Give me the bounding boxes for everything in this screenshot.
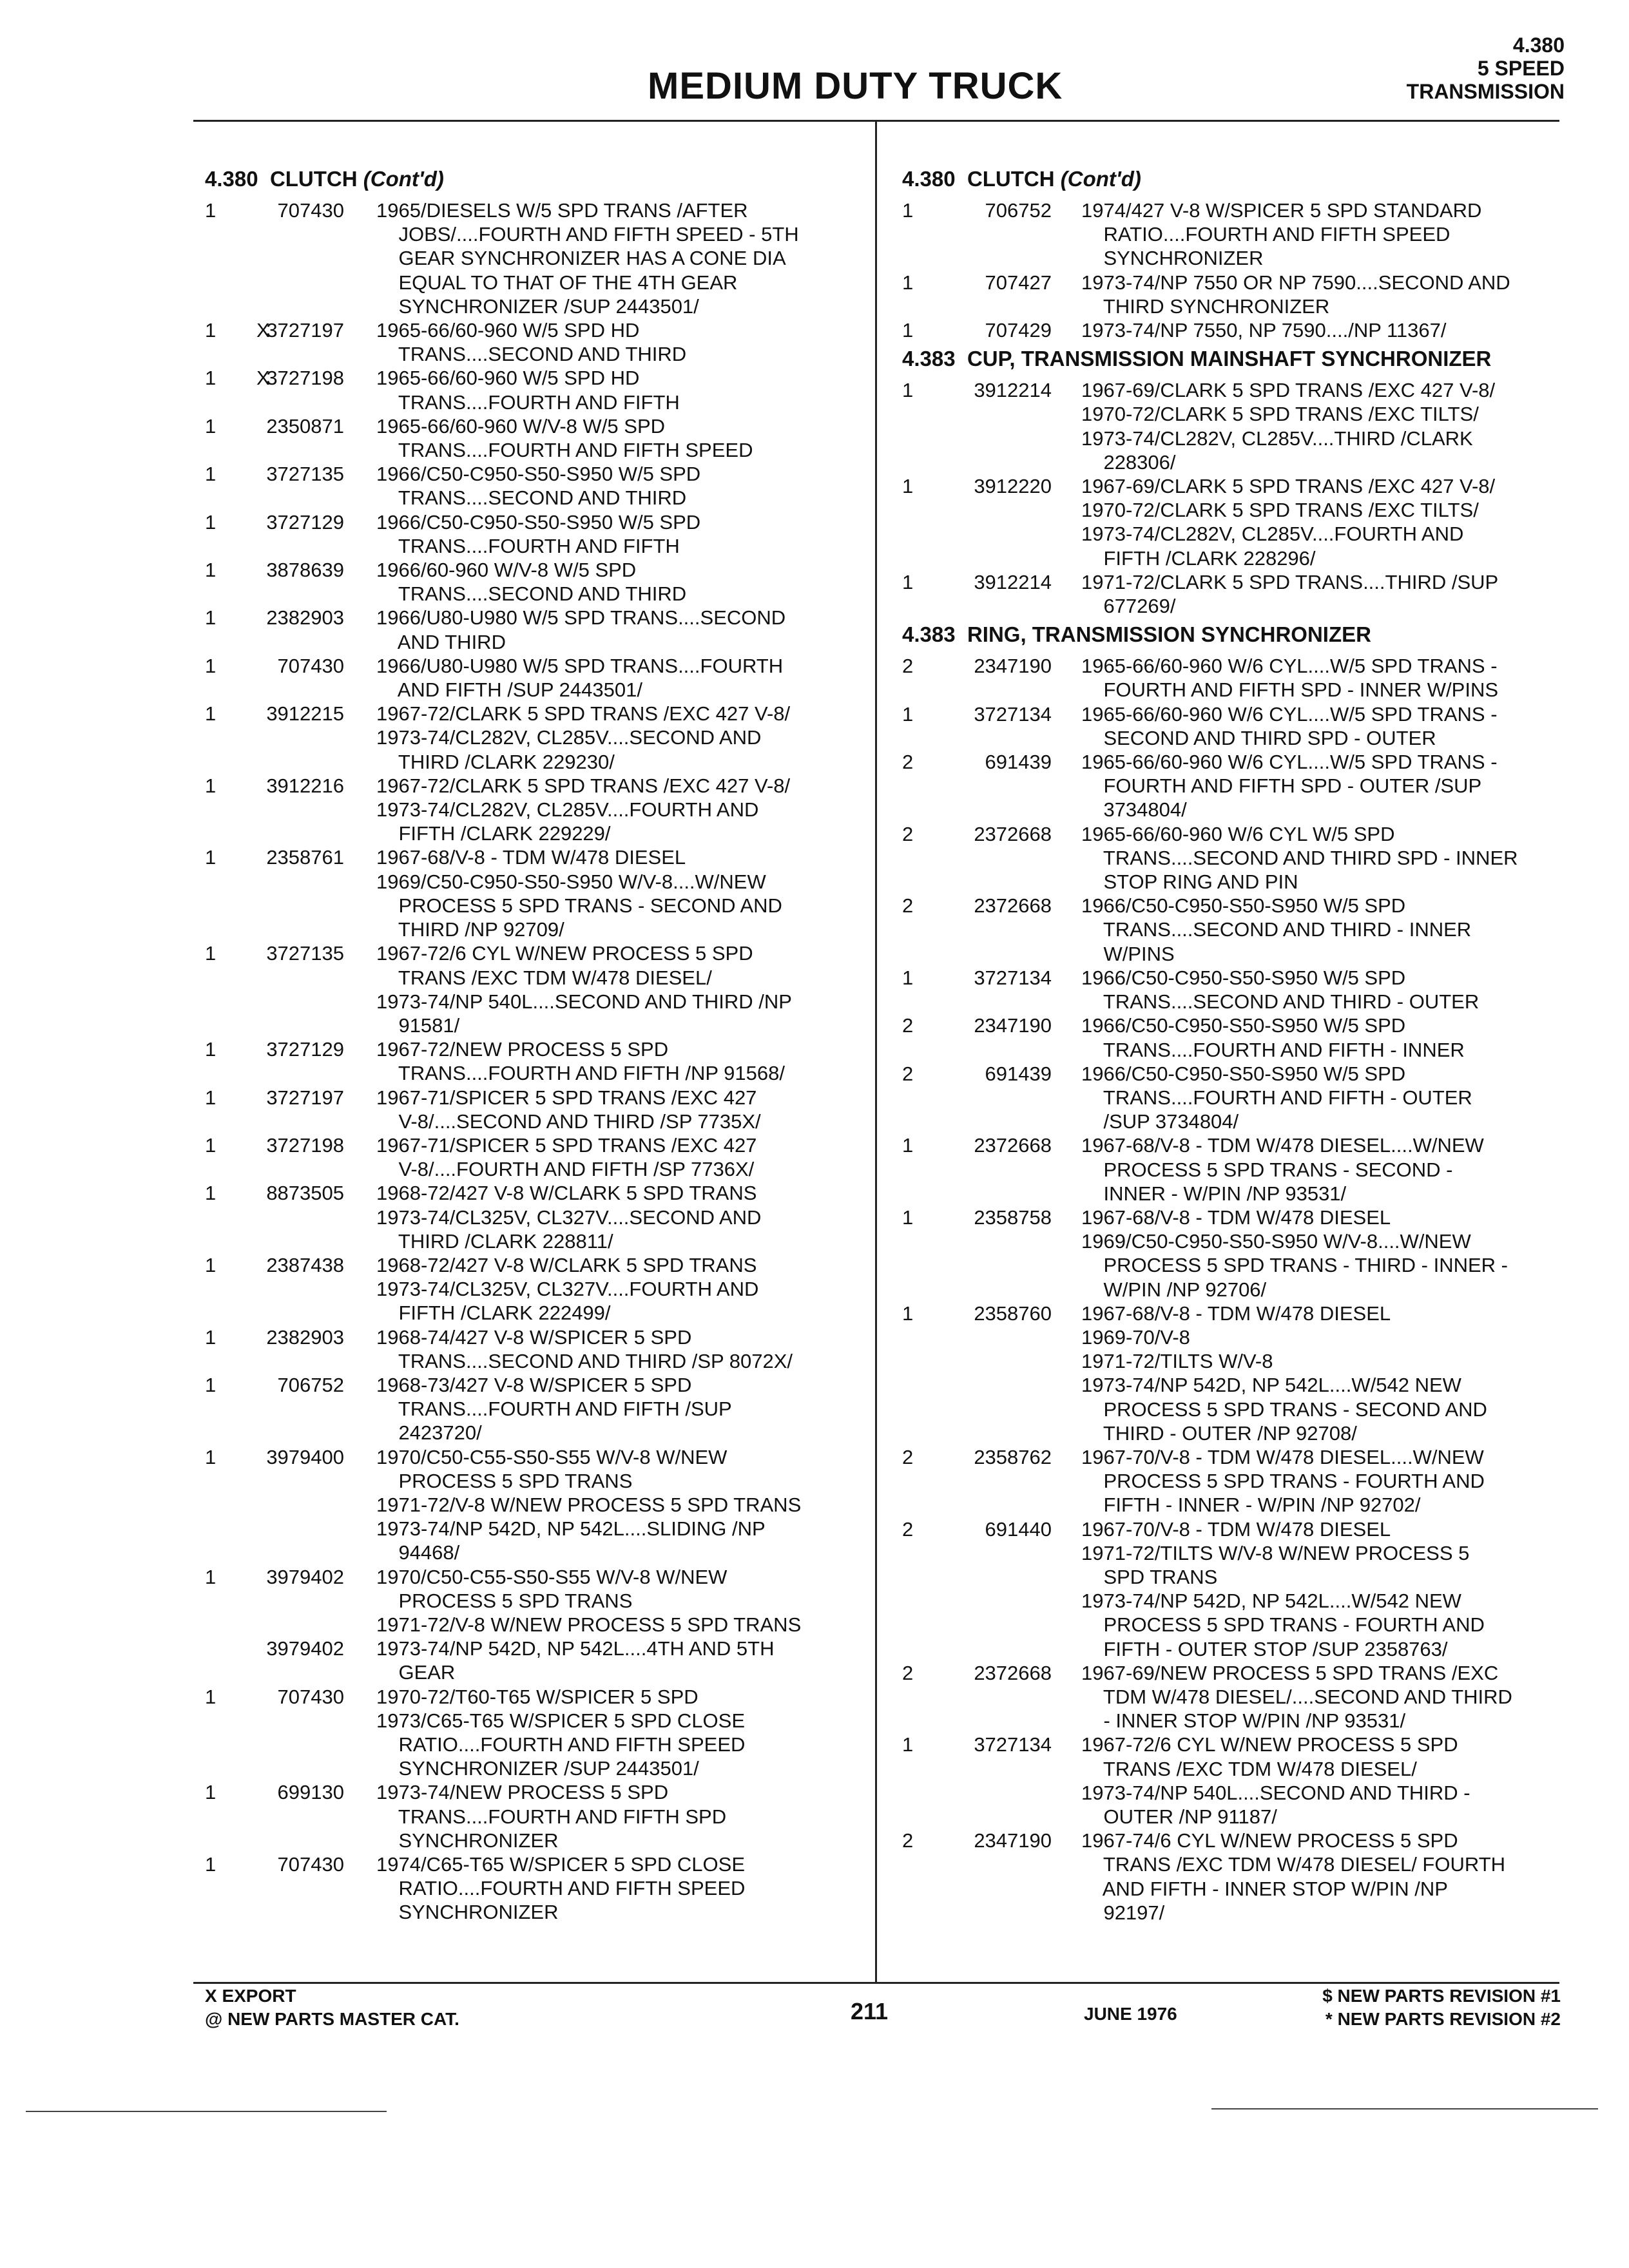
part-row xyxy=(205,1637,869,1684)
part-number: 707430 xyxy=(277,199,344,222)
part-description: 1967-72/CLARK 5 SPD TRANS /EXC 427 V-8/ 1973-74/CL282V, CL285V....FOURTH AND FIFTH /CLARK 229229/ xyxy=(376,774,791,845)
part-row xyxy=(205,606,869,653)
part-quantity: 1 xyxy=(205,367,217,390)
parts-list xyxy=(902,654,1553,1925)
part-number: 2387438 xyxy=(266,1253,344,1276)
part-row xyxy=(902,750,1553,822)
parts-list xyxy=(902,198,1553,342)
column-divider xyxy=(875,121,877,1982)
part-row xyxy=(205,510,869,558)
part-number: 691439 xyxy=(985,1062,1052,1085)
part-description: 1970/C50-C55-S50-S55 W/V-8 W/NEW PROCESS 5 SPD TRANS 1971-72/V-8 W/NEW PROCESS 5 SPD TRANS xyxy=(376,1565,802,1636)
part-number: 2358758 xyxy=(974,1206,1052,1229)
part-description: 1967-68/V-8 - TDM W/478 DIESEL 1969-70/V-8 1971-72/TILTS W/V-8 1973-74/NP 542D, NP 542L....W/542 NEW PROCESS 5 SPD TRANS - SECOND AND THIRD - OUTER /NP 92708/ xyxy=(1081,1302,1487,1445)
part-row xyxy=(205,1253,869,1325)
part-quantity: 1 xyxy=(205,1086,217,1109)
part-quantity: 1 xyxy=(205,1253,217,1276)
part-description: 1966/60-960 W/V-8 W/5 SPD TRANS....SECOND AND THIRD xyxy=(376,559,687,606)
part-row xyxy=(205,1133,869,1181)
part-quantity: 1 xyxy=(902,271,914,294)
part-description: 1965-66/60-960 W/5 SPD HD TRANS....FOURTH AND FIFTH xyxy=(376,367,680,414)
part-quantity: 1 xyxy=(205,319,217,342)
footer-legend-right xyxy=(1322,1984,1561,2031)
part-row xyxy=(205,702,869,774)
part-number: 3727134 xyxy=(974,1733,1052,1756)
section-heading xyxy=(902,166,1553,195)
page-title: MEDIUM DUTY TRUCK xyxy=(648,65,1063,107)
part-row xyxy=(902,1062,1553,1134)
part-quantity: 1 xyxy=(902,199,914,222)
part-number: 691439 xyxy=(985,751,1052,774)
part-quantity: 2 xyxy=(902,1062,914,1085)
part-quantity: 1 xyxy=(205,1445,217,1468)
part-quantity: 1 xyxy=(205,942,217,965)
header-section-block xyxy=(1407,34,1565,103)
part-number: 2372668 xyxy=(974,822,1052,845)
part-quantity: 1 xyxy=(205,1685,217,1708)
part-number: 707427 xyxy=(985,271,1052,294)
part-quantity: 1 xyxy=(205,1038,217,1061)
part-row xyxy=(902,1661,1553,1733)
part-number: 2347190 xyxy=(974,1829,1052,1852)
section-continued: (Cont'd) xyxy=(1060,167,1141,191)
part-row xyxy=(205,462,869,510)
parts-list xyxy=(902,378,1553,618)
part-quantity: 2 xyxy=(902,1445,914,1468)
part-description: 1965-66/60-960 W/6 CYL W/5 SPD TRANS....SECOND AND THIRD SPD - INNER STOP RING AND PIN xyxy=(1081,822,1518,894)
part-description: 1968-72/427 V-8 W/CLARK 5 SPD TRANS 1973-74/CL325V, CL327V....FOURTH AND FIFTH /CLARK 222499/ xyxy=(376,1253,759,1325)
part-number: 2347190 xyxy=(974,655,1052,678)
part-row xyxy=(902,1445,1553,1517)
part-quantity: 2 xyxy=(902,1661,914,1684)
part-description: 1967-70/V-8 - TDM W/478 DIESEL 1971-72/TILTS W/V-8 W/NEW PROCESS 5 SPD TRANS 1973-74/NP 542D, NP 542L....W/542 NEW PROCESS 5 SPD TRANS - FOURTH AND FIFTH - OUTER STOP /SUP 2358763/ xyxy=(1081,1517,1485,1660)
part-number: 8873505 xyxy=(266,1182,344,1205)
part-number: 699130 xyxy=(277,1781,344,1804)
part-quantity: 1 xyxy=(205,1133,217,1157)
part-quantity: 1 xyxy=(205,774,217,797)
part-quantity: 1 xyxy=(902,1302,914,1325)
part-quantity: 1 xyxy=(902,1134,914,1157)
part-quantity: 1 xyxy=(205,654,217,677)
section-name: CLUTCH xyxy=(967,167,1055,191)
part-description: 1973-74/NP 7550, NP 7590..../NP 11367/ xyxy=(1081,319,1447,342)
part-row xyxy=(902,1206,1553,1302)
part-description: 1966/U80-U980 W/5 SPD TRANS....FOURTH AND FIFTH /SUP 2443501/ xyxy=(376,654,784,702)
part-number: 2350871 xyxy=(266,414,344,437)
section-code: 4.380 xyxy=(902,167,956,191)
part-number: 706752 xyxy=(277,1373,344,1396)
part-row xyxy=(205,941,869,1037)
part-quantity: 1 xyxy=(205,1325,217,1349)
part-number: 707430 xyxy=(277,1853,344,1876)
part-number: 3727197 xyxy=(266,1086,344,1109)
section-code: 4.380 xyxy=(205,167,258,191)
part-description: 1974/427 V-8 W/SPICER 5 SPD STANDARD RATIO....FOURTH AND FIFTH SPEED SYNCHRONIZER xyxy=(1081,199,1482,270)
part-number: 3912216 xyxy=(266,774,344,797)
section-heading xyxy=(902,346,1553,374)
part-number: 3727197 xyxy=(266,319,344,342)
part-description: 1973-74/NP 542D, NP 542L....4TH AND 5TH GEAR xyxy=(376,1637,775,1684)
part-description: 1967-72/6 CYL W/NEW PROCESS 5 SPD TRANS /EXC TDM W/478 DIESEL/ 1973-74/NP 540L....SECOND AND THIRD /NP 91581/ xyxy=(376,942,792,1037)
section-name: RING, TRANSMISSION SYNCHRONIZER xyxy=(967,622,1371,647)
right-column xyxy=(902,166,1553,1925)
part-number: 2347190 xyxy=(974,1014,1052,1037)
part-row xyxy=(902,1014,1553,1061)
part-row xyxy=(902,1733,1553,1829)
part-quantity: 1 xyxy=(902,319,914,342)
part-row xyxy=(902,1133,1553,1206)
left-column xyxy=(205,166,869,1925)
part-description: 1967-72/CLARK 5 SPD TRANS /EXC 427 V-8/ 1973-74/CL282V, CL285V....SECOND AND THIRD /CLARK 229230/ xyxy=(376,702,791,773)
section-name: CLUTCH xyxy=(269,167,358,191)
part-description: 1966/C50-C950-S50-S950 W/5 SPD TRANS....SECOND AND THIRD xyxy=(376,463,701,510)
part-description: 1967-71/SPICER 5 SPD TRANS /EXC 427 V-8/....FOURTH AND FIFTH /SP 7736X/ xyxy=(376,1133,757,1181)
part-description: 1966/C50-C950-S50-S950 W/5 SPD TRANS....FOURTH AND FIFTH - INNER xyxy=(1081,1014,1465,1061)
part-description: 1967-72/NEW PROCESS 5 SPD TRANS....FOURTH AND FIFTH /NP 91568/ xyxy=(376,1038,785,1085)
scan-mark-line xyxy=(26,2111,387,2112)
part-row xyxy=(205,845,869,941)
part-description: 1970-72/T60-T65 W/SPICER 5 SPD 1973/C65-T65 W/SPICER 5 SPD CLOSE RATIO....FOURTH AND FIFTH SPEED SYNCHRONIZER /SUP 2443501/ xyxy=(376,1685,746,1780)
section-name: CUP, TRANSMISSION MAINSHAFT SYNCHRONIZER xyxy=(967,347,1492,371)
part-row xyxy=(902,271,1553,318)
part-row xyxy=(902,1829,1553,1925)
part-row xyxy=(205,1852,869,1925)
part-description: 1965-66/60-960 W/6 CYL....W/5 SPD TRANS - SECOND AND THIRD SPD - OUTER xyxy=(1081,702,1498,749)
part-row xyxy=(902,654,1553,702)
part-quantity: 1 xyxy=(205,414,217,437)
part-description: 1973-74/NP 7550 OR NP 7590....SECOND AND THIRD SYNCHRONIZER xyxy=(1081,271,1510,318)
part-quantity: 1 xyxy=(902,475,914,498)
part-description: 1967-68/V-8 - TDM W/478 DIESEL....W/NEW PROCESS 5 SPD TRANS - SECOND - INNER - W/PIN /NP 93531/ xyxy=(1081,1134,1484,1205)
part-number: 3912215 xyxy=(266,702,344,726)
part-row xyxy=(902,378,1553,474)
part-number: 3727129 xyxy=(266,510,344,533)
part-row xyxy=(205,1445,869,1565)
part-row xyxy=(902,1302,1553,1445)
section-code: 4.383 xyxy=(902,347,956,371)
part-number: 2382903 xyxy=(266,1325,344,1349)
part-description: 1966/U80-U980 W/5 SPD TRANS....SECOND AND THIRD xyxy=(376,606,786,653)
header-section-number: 4.380 xyxy=(1512,34,1565,57)
part-quantity: 1 xyxy=(205,1182,217,1205)
part-number: 2358761 xyxy=(266,846,344,869)
part-row xyxy=(902,198,1553,271)
part-description: 1967-69/CLARK 5 SPD TRANS /EXC 427 V-8/ 1970-72/CLARK 5 SPD TRANS /EXC TILTS/ 1973-74/CL282V, CL285V....THIRD /CLARK 228306/ xyxy=(1081,379,1496,474)
part-quantity: 1 xyxy=(205,1565,217,1588)
part-quantity: 2 xyxy=(902,1829,914,1852)
part-description: 1967-70/V-8 - TDM W/478 DIESEL....W/NEW PROCESS 5 SPD TRANS - FOURTH AND FIFTH - INNER - W/PIN /NP 92702/ xyxy=(1081,1445,1485,1517)
part-number: 706752 xyxy=(985,199,1052,222)
part-description: 1966/C50-C950-S50-S950 W/5 SPD TRANS....SECOND AND THIRD - OUTER xyxy=(1081,966,1480,1014)
footer-revision-1: $ NEW PARTS REVISION #1 xyxy=(1322,1986,1561,2006)
part-number: 707430 xyxy=(277,654,344,677)
part-description: 1965/DIESELS W/5 SPD TRANS /AFTER JOBS/....FOURTH AND FIFTH SPEED - 5TH GEAR SYNCHRONIZER HAS A CONE DIA EQUAL TO THAT OF THE 4TH GEAR SYNCHRONIZER /SUP 2443501/ xyxy=(376,199,799,318)
part-number: 2358760 xyxy=(974,1302,1052,1325)
part-description: 1974/C65-T65 W/SPICER 5 SPD CLOSE RATIO....FOURTH AND FIFTH SPEED SYNCHRONIZER xyxy=(376,1853,746,1924)
part-row xyxy=(205,654,869,702)
part-row xyxy=(205,774,869,846)
part-number: 3727134 xyxy=(974,702,1052,726)
part-row xyxy=(205,1086,869,1133)
part-row xyxy=(205,1325,869,1373)
part-quantity: 1 xyxy=(902,1206,914,1229)
part-quantity: 2 xyxy=(902,1014,914,1037)
part-quantity: 1 xyxy=(902,570,914,593)
part-quantity: 1 xyxy=(205,1373,217,1396)
part-description: 1967-72/6 CYL W/NEW PROCESS 5 SPD TRANS /EXC TDM W/478 DIESEL/ 1973-74/NP 540L....SECOND AND THIRD - OUTER /NP 91187/ xyxy=(1081,1733,1470,1828)
part-description: 1968-74/427 V-8 W/SPICER 5 SPD TRANS....SECOND AND THIRD /SP 8072X/ xyxy=(376,1325,793,1372)
part-row xyxy=(902,318,1553,342)
part-row xyxy=(205,414,869,462)
part-quantity: 1 xyxy=(205,846,217,869)
export-flag: X xyxy=(256,367,270,390)
part-description: 1965-66/60-960 W/6 CYL....W/5 SPD TRANS - FOURTH AND FIFTH SPD - INNER W/PINS xyxy=(1081,655,1499,702)
part-description: 1966/C50-C950-S50-S950 W/5 SPD TRANS....FOURTH AND FIFTH - OUTER /SUP 3734804/ xyxy=(1081,1062,1472,1133)
part-description: 1970/C50-C55-S50-S55 W/V-8 W/NEW PROCESS 5 SPD TRANS 1971-72/V-8 W/NEW PROCESS 5 SPD TRANS 1973-74/NP 542D, NP 542L....SLIDING /NP 94468/ xyxy=(376,1445,802,1564)
part-description: 1968-73/427 V-8 W/SPICER 5 SPD TRANS....FOURTH AND FIFTH /SUP 2423720/ xyxy=(376,1373,732,1445)
section-code: 4.383 xyxy=(902,622,956,647)
header-subtitle-2: TRANSMISSION xyxy=(1406,80,1565,103)
parts-list xyxy=(205,198,869,1925)
part-row xyxy=(205,1685,869,1781)
part-number: 2358762 xyxy=(974,1445,1052,1468)
part-number: 691440 xyxy=(985,1517,1052,1541)
part-description: 1967-68/V-8 - TDM W/478 DIESEL 1969/C50-C950-S50-S950 W/V-8....W/NEW PROCESS 5 SPD TRANS - THIRD - INNER - W/PIN /NP 92706/ xyxy=(1081,1206,1509,1301)
part-row xyxy=(205,366,869,414)
part-number: 3979400 xyxy=(266,1445,344,1468)
part-description: 1967-69/NEW PROCESS 5 SPD TRANS /EXC TDM W/478 DIESEL/....SECOND AND THIRD - INNER STOP W/PIN /NP 93531/ xyxy=(1081,1661,1512,1733)
part-description: 1973-74/NEW PROCESS 5 SPD TRANS....FOURTH AND FIFTH SPD SYNCHRONIZER xyxy=(376,1781,727,1852)
publication-date: JUNE 1976 xyxy=(1084,2004,1177,2024)
part-description: 1967-74/6 CYL W/NEW PROCESS 5 SPD TRANS /EXC TDM W/478 DIESEL/ FOURTH AND FIFTH - INNER STOP W/PIN /NP 92197/ xyxy=(1081,1829,1506,1924)
part-row xyxy=(902,1517,1553,1661)
part-number: 3912214 xyxy=(974,570,1052,593)
part-description: 1965-66/60-960 W/6 CYL....W/5 SPD TRANS - FOURTH AND FIFTH SPD - OUTER /SUP 3734804/ xyxy=(1081,751,1498,822)
part-number: 3979402 xyxy=(266,1637,344,1660)
part-row xyxy=(205,318,869,366)
part-description: 1966/C50-C950-S50-S950 W/5 SPD TRANS....FOURTH AND FIFTH xyxy=(376,510,701,557)
part-number: 3727134 xyxy=(974,966,1052,989)
footer-master-cat-note: @ NEW PARTS MASTER CAT. xyxy=(205,2009,459,2029)
section-heading xyxy=(902,622,1553,650)
part-quantity: 1 xyxy=(205,559,217,582)
part-quantity: 1 xyxy=(205,510,217,533)
part-row xyxy=(205,558,869,606)
part-quantity: 1 xyxy=(205,702,217,726)
footer-legend-left xyxy=(205,1984,459,2031)
part-number: 707430 xyxy=(277,1685,344,1708)
part-number: 3912214 xyxy=(974,379,1052,402)
part-description: 1965-66/60-960 W/V-8 W/5 SPD TRANS....FOURTH AND FIFTH SPEED xyxy=(376,414,753,462)
part-description: 1965-66/60-960 W/5 SPD HD TRANS....SECOND AND THIRD xyxy=(376,319,687,366)
part-row xyxy=(902,966,1553,1014)
part-quantity: 1 xyxy=(205,1853,217,1876)
part-row xyxy=(902,822,1553,894)
part-number: 2382903 xyxy=(266,606,344,629)
part-number: 3727135 xyxy=(266,942,344,965)
part-row xyxy=(205,198,869,318)
part-row xyxy=(902,894,1553,966)
part-row xyxy=(205,1373,869,1445)
scan-mark-line xyxy=(1211,2108,1598,2109)
part-number: 2372668 xyxy=(974,1134,1052,1157)
part-number: 2372668 xyxy=(974,1661,1052,1684)
part-number: 3878639 xyxy=(266,559,344,582)
part-row xyxy=(205,1181,869,1253)
footer-export-note: X EXPORT xyxy=(205,1986,296,2006)
part-number: 3727198 xyxy=(266,1133,344,1157)
part-row xyxy=(205,1780,869,1852)
part-number: 2372668 xyxy=(974,894,1052,918)
part-description: 1967-68/V-8 - TDM W/478 DIESEL 1969/C50-C950-S50-S950 W/V-8....W/NEW PROCESS 5 SPD TRANS - SECOND AND THIRD /NP 92709/ xyxy=(376,846,782,941)
part-quantity: 1 xyxy=(902,379,914,402)
part-quantity: 1 xyxy=(205,606,217,629)
part-row xyxy=(902,702,1553,750)
footer-revision-2: * NEW PARTS REVISION #2 xyxy=(1325,2009,1561,2029)
part-row xyxy=(902,474,1553,570)
part-number: 707429 xyxy=(985,319,1052,342)
part-row xyxy=(902,570,1553,618)
part-number: 3727129 xyxy=(266,1038,344,1061)
part-quantity: 2 xyxy=(902,751,914,774)
part-quantity: 1 xyxy=(902,966,914,989)
part-quantity: 2 xyxy=(902,1517,914,1541)
part-description: 1966/C50-C950-S50-S950 W/5 SPD TRANS....SECOND AND THIRD - INNER W/PINS xyxy=(1081,894,1472,965)
part-quantity: 1 xyxy=(205,1781,217,1804)
export-flag: X xyxy=(256,319,270,342)
part-number: 3727135 xyxy=(266,463,344,486)
part-quantity: 2 xyxy=(902,822,914,845)
part-quantity: 1 xyxy=(205,463,217,486)
part-description: 1968-72/427 V-8 W/CLARK 5 SPD TRANS 1973-74/CL325V, CL327V....SECOND AND THIRD /CLARK 228811/ xyxy=(376,1182,762,1253)
part-quantity: 1 xyxy=(902,1733,914,1756)
part-quantity: 2 xyxy=(902,655,914,678)
part-number: 3912220 xyxy=(974,475,1052,498)
part-description: 1967-71/SPICER 5 SPD TRANS /EXC 427 V-8/....SECOND AND THIRD /SP 7735X/ xyxy=(376,1086,761,1133)
part-row xyxy=(205,1037,869,1085)
section-heading xyxy=(205,166,869,195)
page-number: 211 xyxy=(851,1998,889,2024)
footer-rule xyxy=(193,1982,1559,1984)
section-continued: (Cont'd) xyxy=(363,167,444,191)
part-number: 3727198 xyxy=(266,367,344,390)
part-row xyxy=(205,1565,869,1637)
part-number: 3979402 xyxy=(266,1565,344,1588)
header-subtitle-1: 5 SPEED xyxy=(1477,57,1565,80)
part-quantity: 1 xyxy=(205,199,217,222)
part-quantity: 2 xyxy=(902,894,914,918)
part-description: 1971-72/CLARK 5 SPD TRANS....THIRD /SUP 677269/ xyxy=(1081,570,1499,618)
part-quantity: 1 xyxy=(902,702,914,726)
part-description: 1967-69/CLARK 5 SPD TRANS /EXC 427 V-8/ 1970-72/CLARK 5 SPD TRANS /EXC TILTS/ 1973-74/CL282V, CL285V....FOURTH AND FIFTH /CLARK 228296/ xyxy=(1081,475,1496,570)
